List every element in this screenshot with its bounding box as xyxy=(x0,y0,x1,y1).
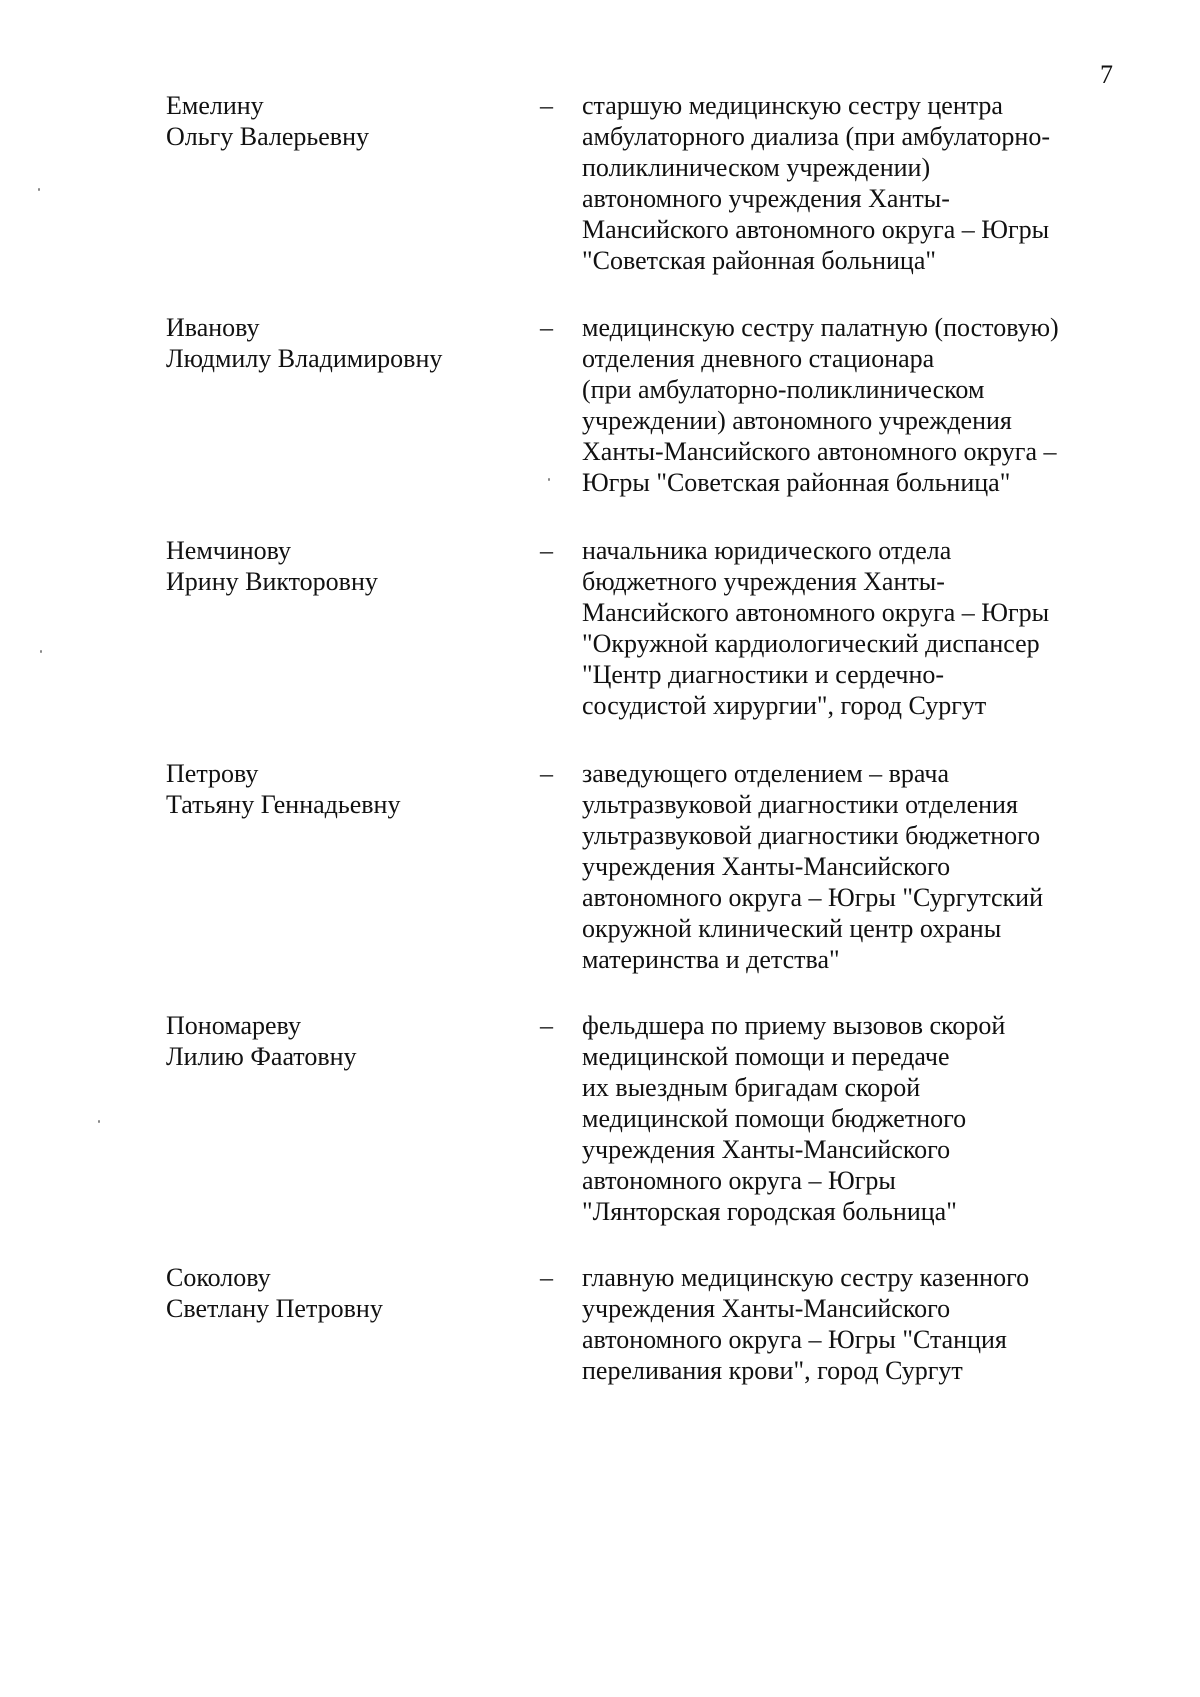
dash-separator: – xyxy=(540,759,553,788)
position-line: ультразвуковой диагностики бюджетного xyxy=(582,821,1041,850)
person-name-line: Татьяну Геннадьевну xyxy=(166,790,401,819)
position-line: медицинскую сестру палатную (постовую) xyxy=(582,313,1059,342)
person-name-line: Соколову xyxy=(166,1263,271,1292)
position-line: бюджетного учреждения Ханты- xyxy=(582,567,945,596)
position-line: "Лянторская городская больница" xyxy=(582,1197,957,1226)
scan-speck xyxy=(38,188,40,191)
position-line: автономного округа – Югры "Сургутский xyxy=(582,883,1043,912)
scan-speck xyxy=(548,478,550,481)
dash-separator: – xyxy=(540,1011,553,1040)
position-line: "Окружной кардиологический диспансер xyxy=(582,629,1040,658)
page-number: 7 xyxy=(1100,60,1113,89)
position-line: поликлиническом учреждении) xyxy=(582,153,931,182)
position-line: сосудистой хирургии", город Сургут xyxy=(582,691,987,720)
position-description xyxy=(582,1262,1122,1386)
person-name xyxy=(166,312,526,374)
scan-speck xyxy=(98,1120,100,1123)
dash-separator: – xyxy=(540,536,553,565)
position-line: фельдшера по приему вызовов скорой xyxy=(582,1011,1006,1040)
person-name xyxy=(166,758,526,820)
position-line: (при амбулаторно-поликлиническом xyxy=(582,375,985,404)
position-line: "Советская районная больница" xyxy=(582,246,936,275)
dash-separator: – xyxy=(540,91,553,120)
person-name-line: Светлану Петровну xyxy=(166,1294,383,1323)
scan-speck xyxy=(40,650,42,653)
person-name xyxy=(166,535,526,597)
position-line: начальника юридического отдела xyxy=(582,536,952,565)
person-name-line: Петрову xyxy=(166,759,259,788)
position-line: медицинской помощи и передаче xyxy=(582,1042,950,1071)
position-line: автономного округа – Югры "Станция xyxy=(582,1325,1007,1354)
position-line: Мансийского автономного округа – Югры xyxy=(582,215,1050,244)
person-name-line: Ольгу Валерьевну xyxy=(166,122,369,151)
person-name-line: Ирину Викторовну xyxy=(166,567,378,596)
person-name xyxy=(166,1010,526,1072)
position-line: "Центр диагностики и сердечно- xyxy=(582,660,945,689)
position-line: медицинской помощи бюджетного xyxy=(582,1104,967,1133)
position-line: переливания крови", город Сургут xyxy=(582,1356,963,1385)
person-name-line: Людмилу Владимировну xyxy=(166,344,443,373)
position-line: материнства и детства" xyxy=(582,945,840,974)
position-description xyxy=(582,1010,1122,1227)
person-name-line: Немчинову xyxy=(166,536,292,565)
position-line: учреждения Ханты-Мансийского xyxy=(582,1294,951,1323)
position-line: Ханты-Мансийского автономного округа – xyxy=(582,437,1057,466)
position-line: старшую медицинскую сестру центра xyxy=(582,91,1003,120)
position-description xyxy=(582,535,1122,721)
dash-separator: – xyxy=(540,313,553,342)
position-line: ультразвуковой диагностики отделения xyxy=(582,790,1018,819)
position-line: главную медицинскую сестру казенного xyxy=(582,1263,1030,1292)
person-name-line: Иванову xyxy=(166,313,260,342)
position-description xyxy=(582,90,1122,276)
position-description xyxy=(582,758,1122,975)
position-line: окружной клинический центр охраны xyxy=(582,914,1002,943)
position-line: учреждении) автономного учреждения xyxy=(582,406,1012,435)
position-description xyxy=(582,312,1122,498)
position-line: Мансийского автономного округа – Югры xyxy=(582,598,1050,627)
position-line: их выездным бригадам скорой xyxy=(582,1073,921,1102)
person-name-line: Емелину xyxy=(166,91,264,120)
person-name-line: Пономареву xyxy=(166,1011,301,1040)
position-line: Югры "Советская районная больница" xyxy=(582,468,1011,497)
position-line: автономного учреждения Ханты- xyxy=(582,184,950,213)
position-line: заведующего отделением – врача xyxy=(582,759,950,788)
person-name xyxy=(166,90,526,152)
position-line: учреждения Ханты-Мансийского xyxy=(582,1135,951,1164)
dash-separator: – xyxy=(540,1263,553,1292)
person-name-line: Лилию Фаатовну xyxy=(166,1042,357,1071)
position-line: учреждения Ханты-Мансийского xyxy=(582,852,951,881)
position-line: амбулаторного диализа (при амбулаторно- xyxy=(582,122,1050,151)
person-name xyxy=(166,1262,526,1324)
position-line: автономного округа – Югры xyxy=(582,1166,896,1195)
position-line: отделения дневного стационара xyxy=(582,344,935,373)
